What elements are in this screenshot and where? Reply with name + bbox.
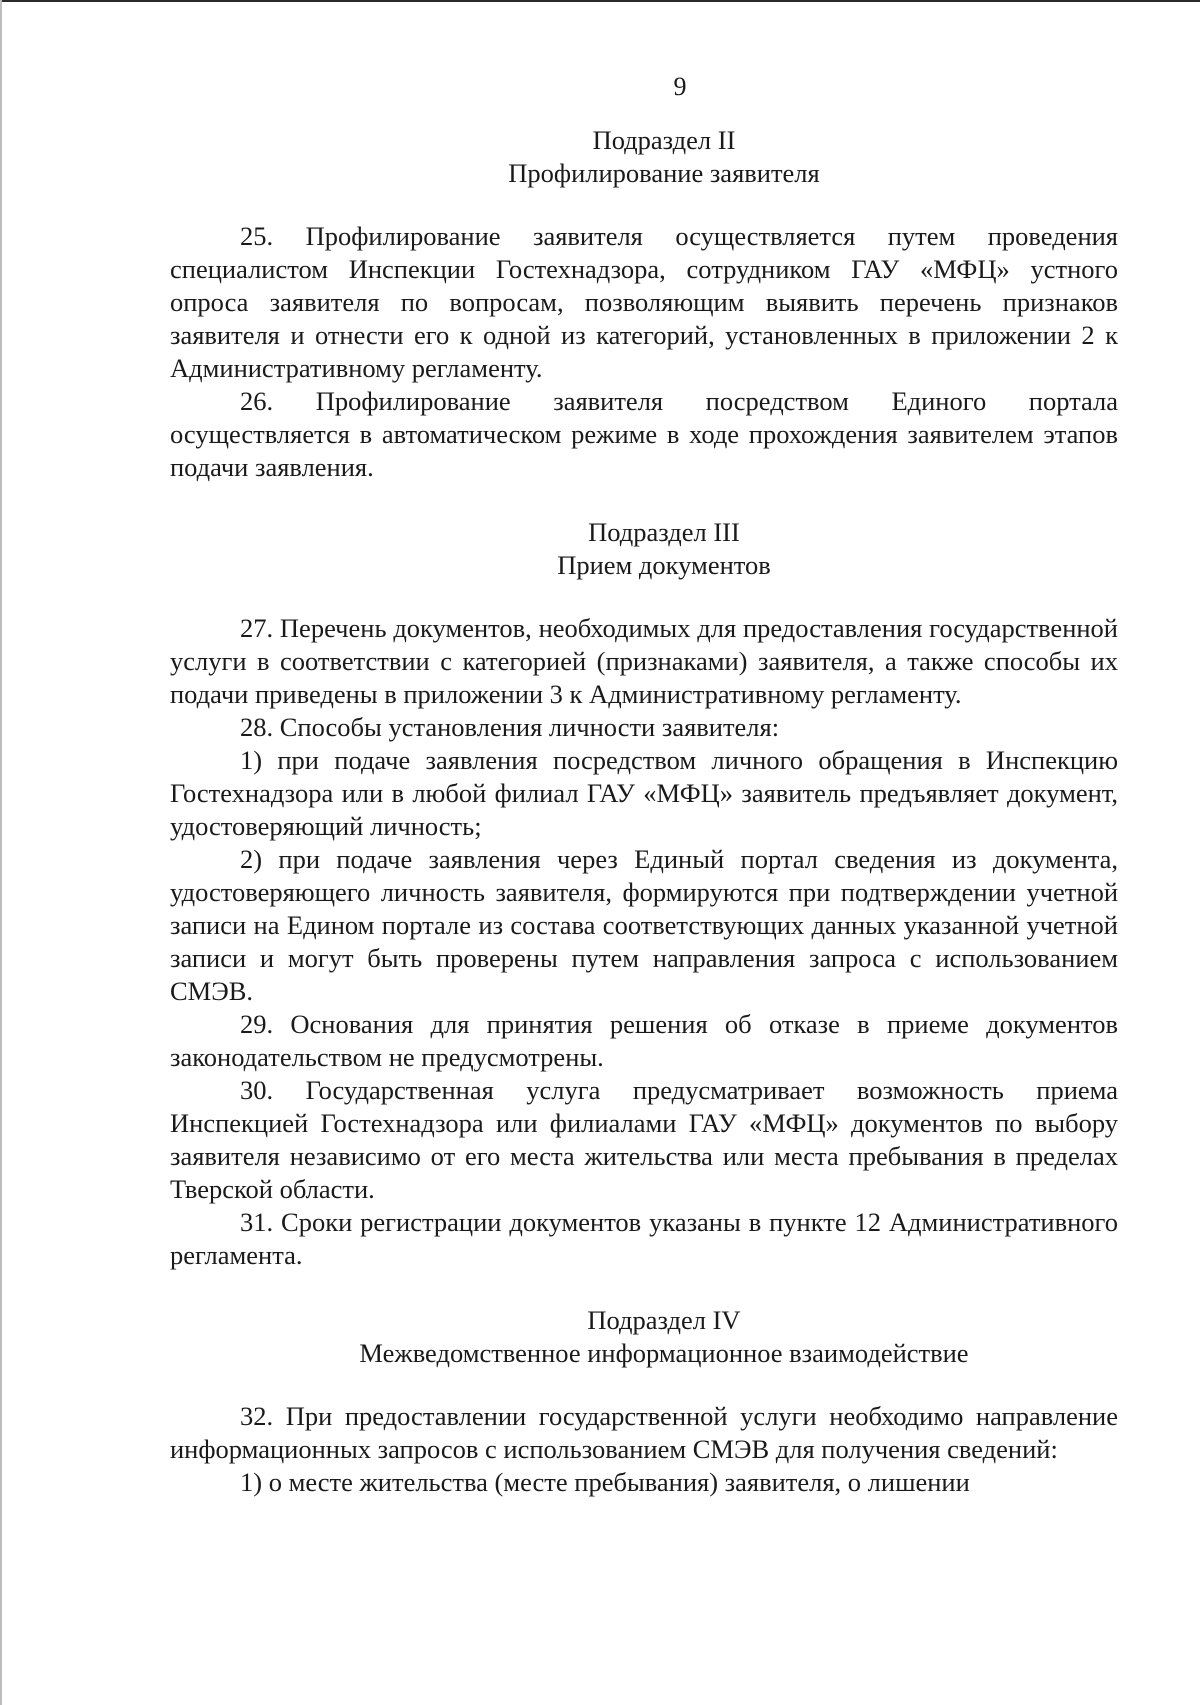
paragraph-32-item-1: 1) о месте жительства (месте пребывания) заявителя, о лишении	[240, 1467, 970, 1497]
paragraph-32: 32. При предоставлении государственной услуги необходимо направление информационных запросов с использованием СМЭВ для получения сведений:	[170, 1401, 1118, 1464]
paragraph-30: 30. Государственная услуга предусматривает возможность приема Инспекцией Гостехнадзора или филиалами ГАУ «МФЦ» документов по выбору заявителя независимо от его места жительства или места пребывания в пределах Тверской области.	[170, 1075, 1118, 1204]
paragraph-26: 26. Профилирование заявителя посредством Единого портала осуществляется в автоматическом режиме в ходе прохождения заявителем этапов подачи заявления.	[170, 386, 1118, 482]
section-heading-4	[170, 1304, 1118, 1370]
section-heading-subtitle: Прием документов	[557, 550, 771, 580]
paragraph-27: 27. Перечень документов, необходимых для предоставления государственной услуги в соответствии с категорией (признаками) заявителя, а также способы их подачи приведены в приложении 3 к Административному регламенту.	[170, 613, 1118, 709]
scan-edge-top	[0, 0, 1200, 2]
section-heading-title: Подраздел III	[588, 517, 740, 547]
scan-edge-left	[0, 0, 2, 1705]
paragraph-31: 31. Сроки регистрации документов указаны в пункте 12 Административного регламента.	[170, 1207, 1118, 1270]
page-number: 9	[673, 72, 687, 101]
paragraph-28-item-2: 2) при подаче заявления через Единый портал сведения из документа, удостоверяющего личность заявителя, формируются при подтверждении учетной записи на Едином портале из состава соответствующих данных указанной учетной записи и могут быть проверены путем направления запроса с использованием СМЭВ.	[170, 844, 1118, 1006]
section-heading-title: Подраздел IV	[587, 1305, 741, 1335]
paragraph-28-item-1: 1) при подаче заявления посредством личного обращения в Инспекцию Гостехнадзора или в любой филиал ГАУ «МФЦ» заявитель предъявляет документ, удостоверяющий личность;	[170, 745, 1118, 841]
section-heading-2	[170, 124, 1118, 190]
section-heading-title: Подраздел II	[592, 125, 736, 155]
section-heading-subtitle: Профилирование заявителя	[508, 158, 820, 188]
section-heading-subtitle: Межведомственное информационное взаимодействие	[359, 1338, 969, 1368]
section-heading-3	[170, 516, 1118, 582]
paragraph-28: 28. Способы установления личности заявителя:	[240, 712, 780, 742]
paragraph-25: 25. Профилирование заявителя осуществляется путем проведения специалистом Инспекции Гостехнадзора, сотрудником ГАУ «МФЦ» устного опроса заявителя по вопросам, позволяющим выявить перечень признаков заявителя и отнести его к одной из категорий, установленных в приложении 2 к Административному регламенту.	[170, 221, 1118, 383]
document-body	[170, 124, 1118, 1499]
paragraph-29: 29. Основания для принятия решения об отказе в приеме документов законодательством не предусмотрены.	[170, 1009, 1118, 1072]
